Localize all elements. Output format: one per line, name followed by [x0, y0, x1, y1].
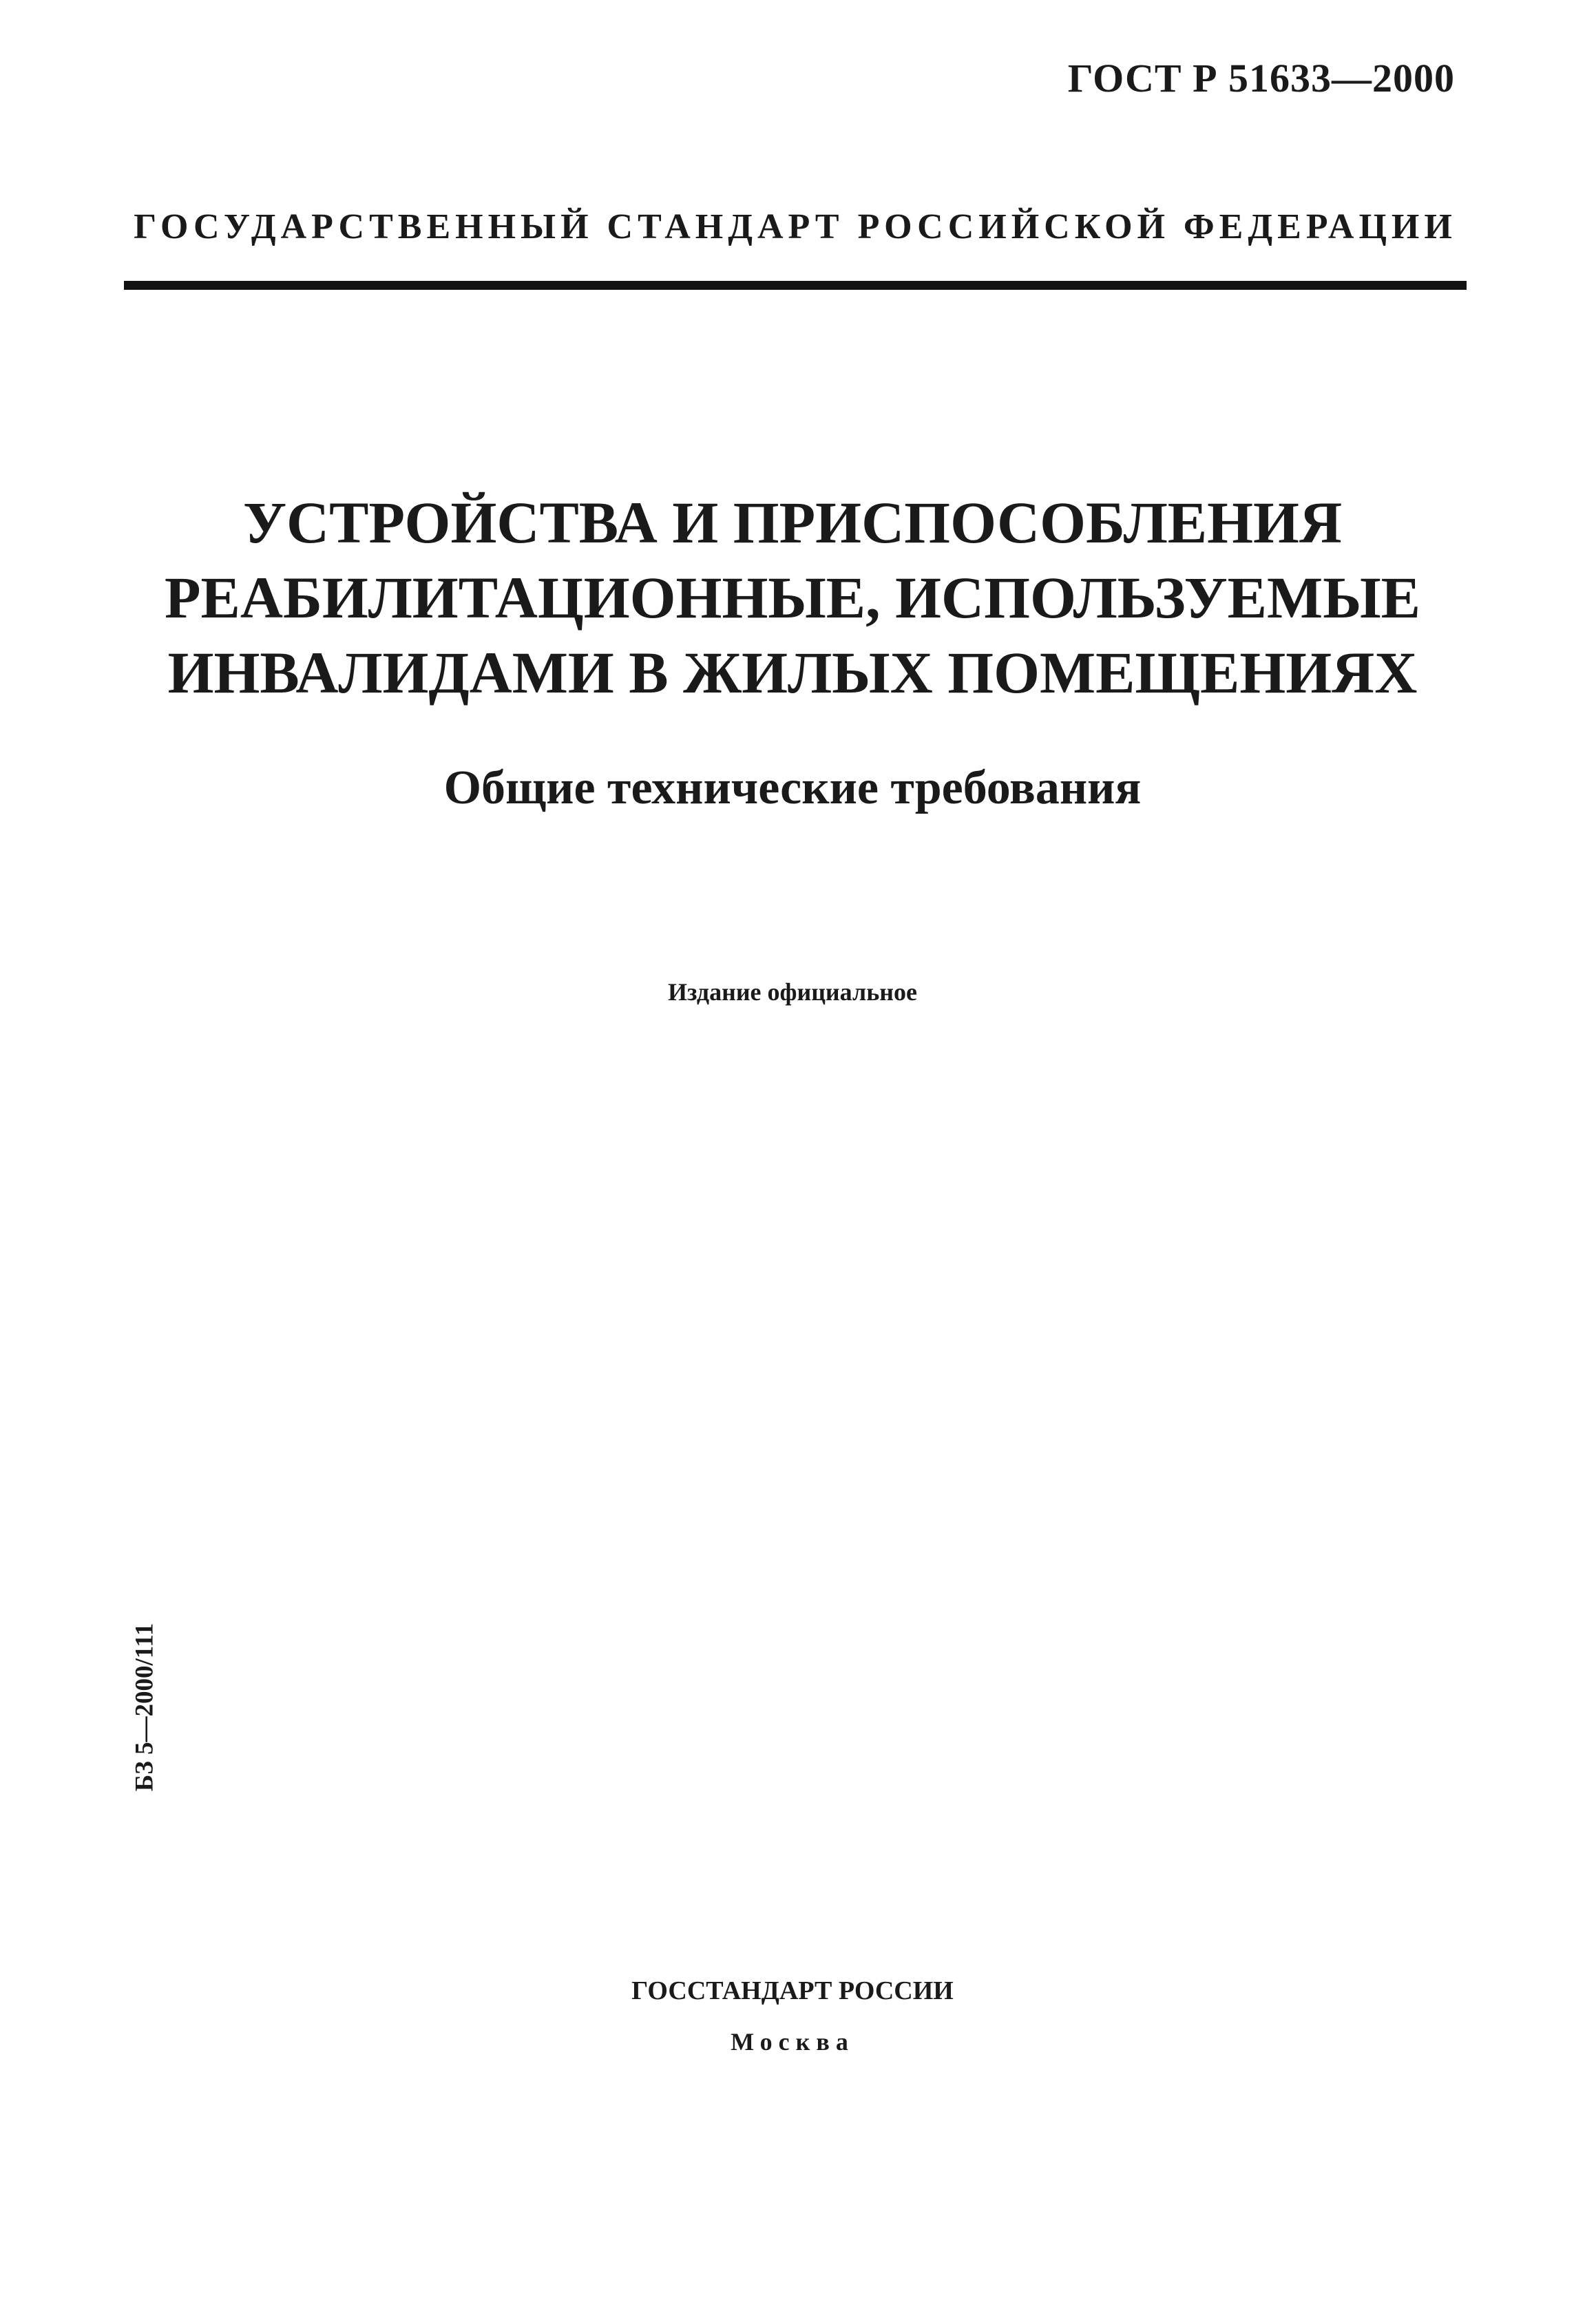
title-line-2: РЕАБИЛИТАЦИОННЫЕ, ИСПОЛЬЗУЕМЫЕ [164, 564, 1421, 631]
standard-designation: ГОСТ Р 51633—2000 [1067, 56, 1455, 101]
publisher-name: ГОССТАНДАРТ РОССИИ [631, 1976, 954, 2005]
title-line-1: УСТРОЙСТВА И ПРИСПОСОБЛЕНИЯ [242, 489, 1343, 556]
document-title [103, 485, 1482, 710]
state-standard-heading: ГОСУДАРСТВЕННЫЙ СТАНДАРТ РОССИЙСКОЙ ФЕДЕРАЦИИ [134, 207, 1457, 246]
side-catalog-code: БЗ 5—2000/111 [130, 1623, 159, 1792]
publisher-city: Москва [731, 2028, 854, 2056]
edition-note: Издание официальное [668, 978, 917, 1006]
heading-rule [124, 281, 1467, 290]
document-subtitle: Общие технические требования [443, 761, 1142, 814]
title-line-3: ИНВАЛИДАМИ В ЖИЛЫХ ПОМЕЩЕНИЯХ [167, 640, 1418, 706]
